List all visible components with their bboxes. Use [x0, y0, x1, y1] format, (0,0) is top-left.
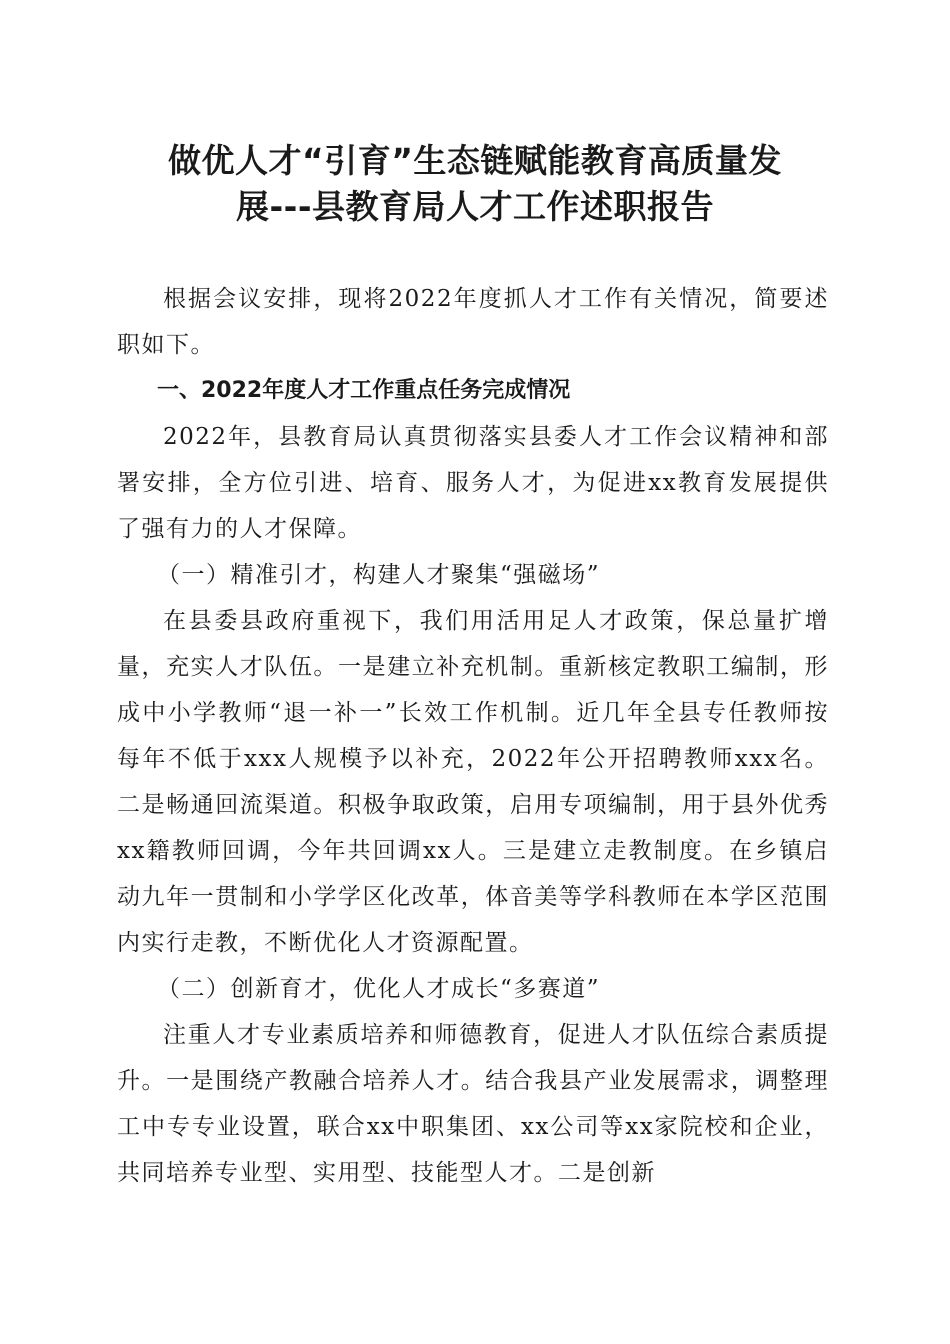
section-1-paragraph: 2022年，县教育局认真贯彻落实县委人才工作会议精神和部署安排，全方位引进、培育、服务人才，为促进xx教育发展提供了强有力的人才保障。: [117, 424, 829, 542]
subsection-2-paragraph: 注重人才专业素质培养和师德教育，促进人才队伍综合素质提升。一是围绕产教融合培养人才。结合我县产业发展需求，调整理工中专专业设置，联合xx中职集团、xx公司等xx家院校和企业，共同培养专业型、实用型、技能型人才。二是创新: [117, 1022, 829, 1186]
subsection-heading-1: （一）精准引才，构建人才聚集“强磁场”: [157, 562, 601, 588]
title-line-1: 做优人才“引育”生态链赋能教育高质量发: [168, 141, 782, 180]
title-line-2: 展---县教育局人才工作述职报告: [235, 187, 715, 226]
section-heading-1: 一、2022年度人才工作重点任务完成情况: [157, 378, 571, 403]
document-body: [117, 276, 829, 1196]
subsection-heading-2: （二）创新育才，优化人才成长“多赛道”: [157, 976, 601, 1002]
document-title: [100, 138, 850, 230]
intro-paragraph: 根据会议安排，现将2022年度抓人才工作有关情况，简要述职如下。: [117, 286, 829, 358]
subsection-1-paragraph: 在县委县政府重视下，我们用活用足人才政策，保总量扩增量，充实人才队伍。一是建立补充机制。重新核定教职工编制，形成中小学教师“退一补一”长效工作机制。近几年全县专任教师按每年不低于xxx人规模予以补充，2022年公开招聘教师xxx名。二是畅通回流渠道。积极争取政策，启用专项编制，用于县外优秀xx籍教师回调，今年共回调xx人。三是建立走教制度。在乡镇启动九年一贯制和小学学区化改革，体音美等学科教师在本学区范围内实行走教，不断优化人才资源配置。: [117, 608, 829, 956]
